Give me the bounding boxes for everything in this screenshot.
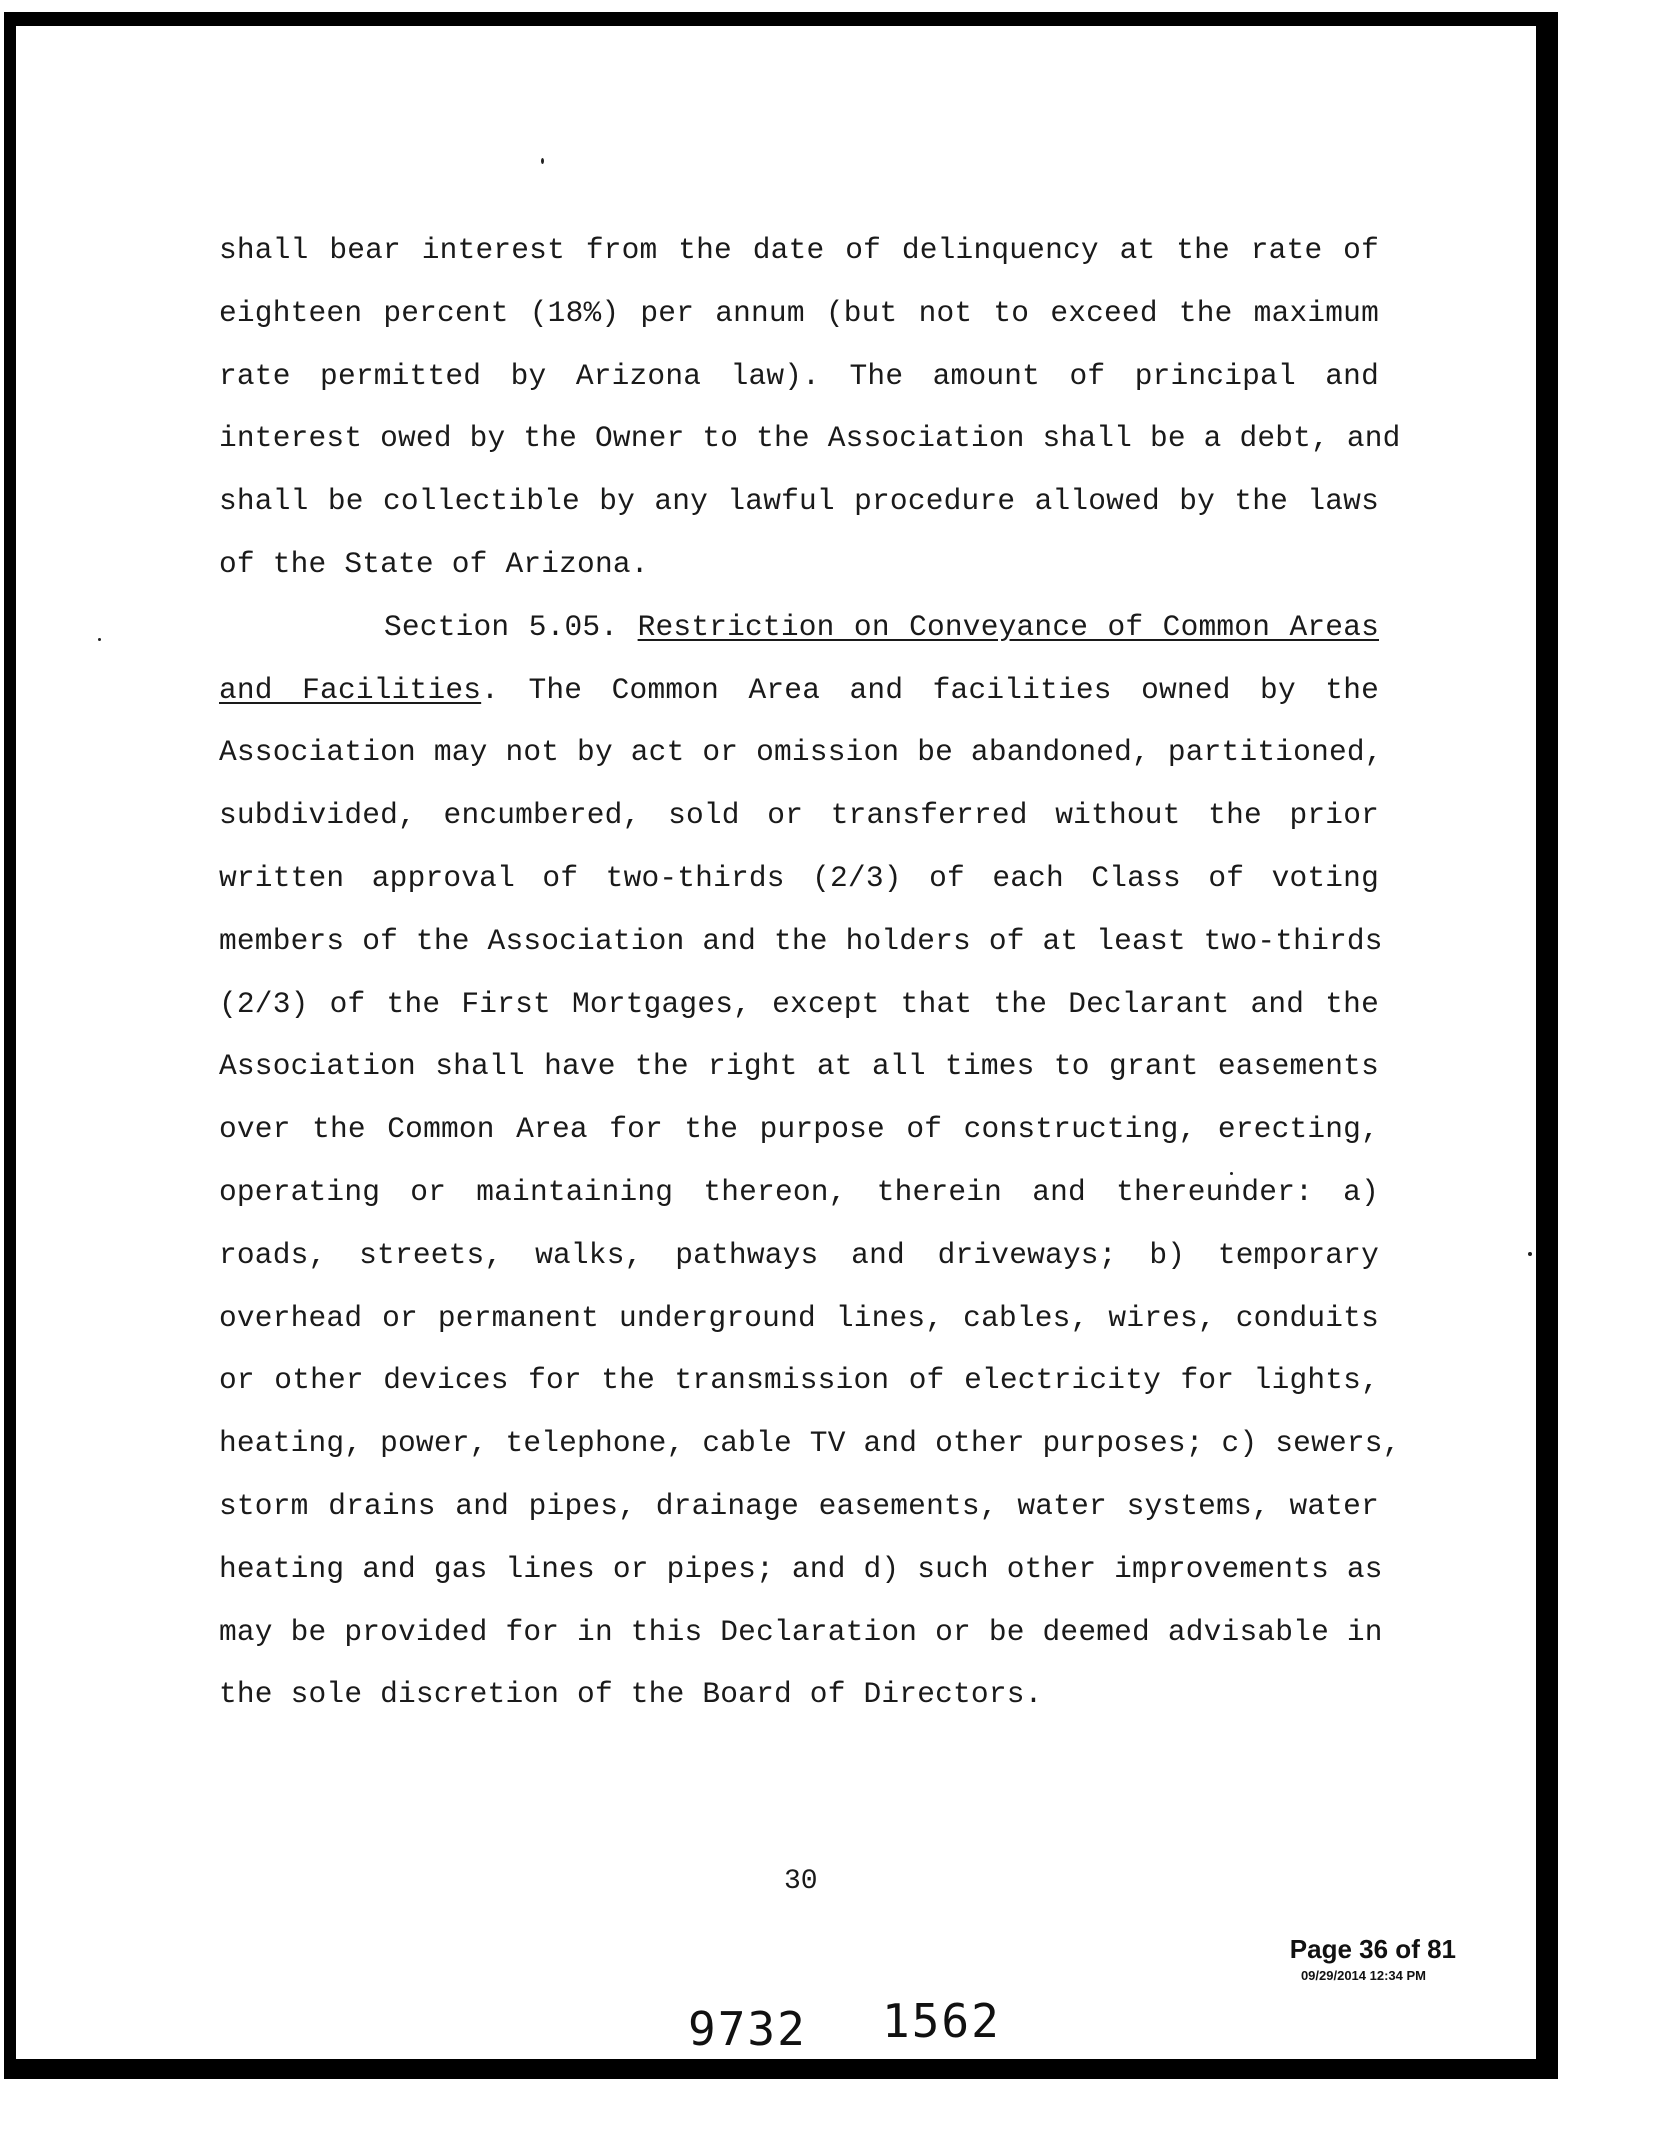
section-line: operating or maintaining thereon, therein and thereunder: a) bbox=[219, 1174, 1379, 1209]
section-line: subdivided, encumbered, sold or transferred without the prior bbox=[219, 798, 1379, 833]
recording-book-number: 9732 bbox=[688, 2002, 807, 2056]
section-title: Restriction on Conveyance of Common Areas bbox=[637, 609, 1379, 644]
section-line: roads, streets, walks, pathways and driveways; b) temporary bbox=[219, 1237, 1379, 1272]
body-line: interest owed by the Owner to the Association shall be a debt, and bbox=[219, 421, 1401, 456]
section-title-continued: and Facilities bbox=[219, 672, 482, 707]
section-line: or other devices for the transmission of electricity for lights, bbox=[219, 1363, 1379, 1398]
body-line: of the State of Arizona. bbox=[219, 546, 649, 581]
section-line: overhead or permanent underground lines, cables, wires, conduits bbox=[219, 1300, 1379, 1335]
section-line: may be provided for in this Declaration or be deemed advisable in bbox=[219, 1614, 1383, 1649]
recorder-page-stamp: Page 36 of 81 bbox=[1289, 1934, 1456, 1964]
page-number: 30 bbox=[784, 1866, 818, 1897]
document-body bbox=[219, 219, 1401, 1726]
section-line: the sole discretion of the Board of Directors. bbox=[219, 1677, 1043, 1712]
section-line: written approval of two-thirds (2/3) of each Class of voting bbox=[219, 860, 1379, 895]
section-intro-text: . The Common Area and facilities owned by the bbox=[481, 672, 1379, 707]
body-line: shall be collectible by any lawful procedure allowed by the laws bbox=[219, 484, 1379, 519]
section-line: storm drains and pipes, drainage easements, water systems, water bbox=[219, 1488, 1379, 1523]
section-line: Association may not by act or omission be abandoned, partitioned, bbox=[219, 735, 1383, 770]
section-line: members of the Association and the holders of at least two-thirds bbox=[219, 923, 1383, 958]
scan-speck bbox=[1528, 1252, 1532, 1256]
scan-frame bbox=[4, 12, 1558, 2079]
section-line: heating, power, telephone, cable TV and other purposes; c) sewers, bbox=[219, 1426, 1401, 1461]
body-line: eighteen percent (18%) per annum (but not to exceed the maximum bbox=[219, 295, 1379, 330]
section-heading-continuation bbox=[219, 659, 1379, 722]
body-line: shall bear interest from the date of delinquency at the rate of bbox=[219, 233, 1379, 267]
body-line: rate permitted by Arizona law). The amount of principal and bbox=[219, 358, 1379, 393]
recorder-timestamp: 09/29/2014 12:34 PM bbox=[1300, 1968, 1426, 1983]
section-number: Section 5.05. bbox=[384, 609, 619, 644]
section-line: Association shall have the right at all times to grant easements bbox=[219, 1049, 1379, 1084]
section-heading-line bbox=[219, 596, 1379, 659]
section-line: heating and gas lines or pipes; and d) such other improvements as bbox=[219, 1551, 1383, 1586]
document-page bbox=[16, 26, 1536, 2059]
scan-speck bbox=[1230, 1172, 1233, 1175]
section-line: over the Common Area for the purpose of constructing, erecting, bbox=[219, 1112, 1379, 1147]
scan-speck bbox=[541, 158, 544, 164]
section-line: (2/3) of the First Mortgages, except that the Declarant and the bbox=[219, 986, 1379, 1021]
recording-page-number: 1562 bbox=[882, 1994, 1001, 2048]
scan-speck bbox=[98, 638, 101, 641]
